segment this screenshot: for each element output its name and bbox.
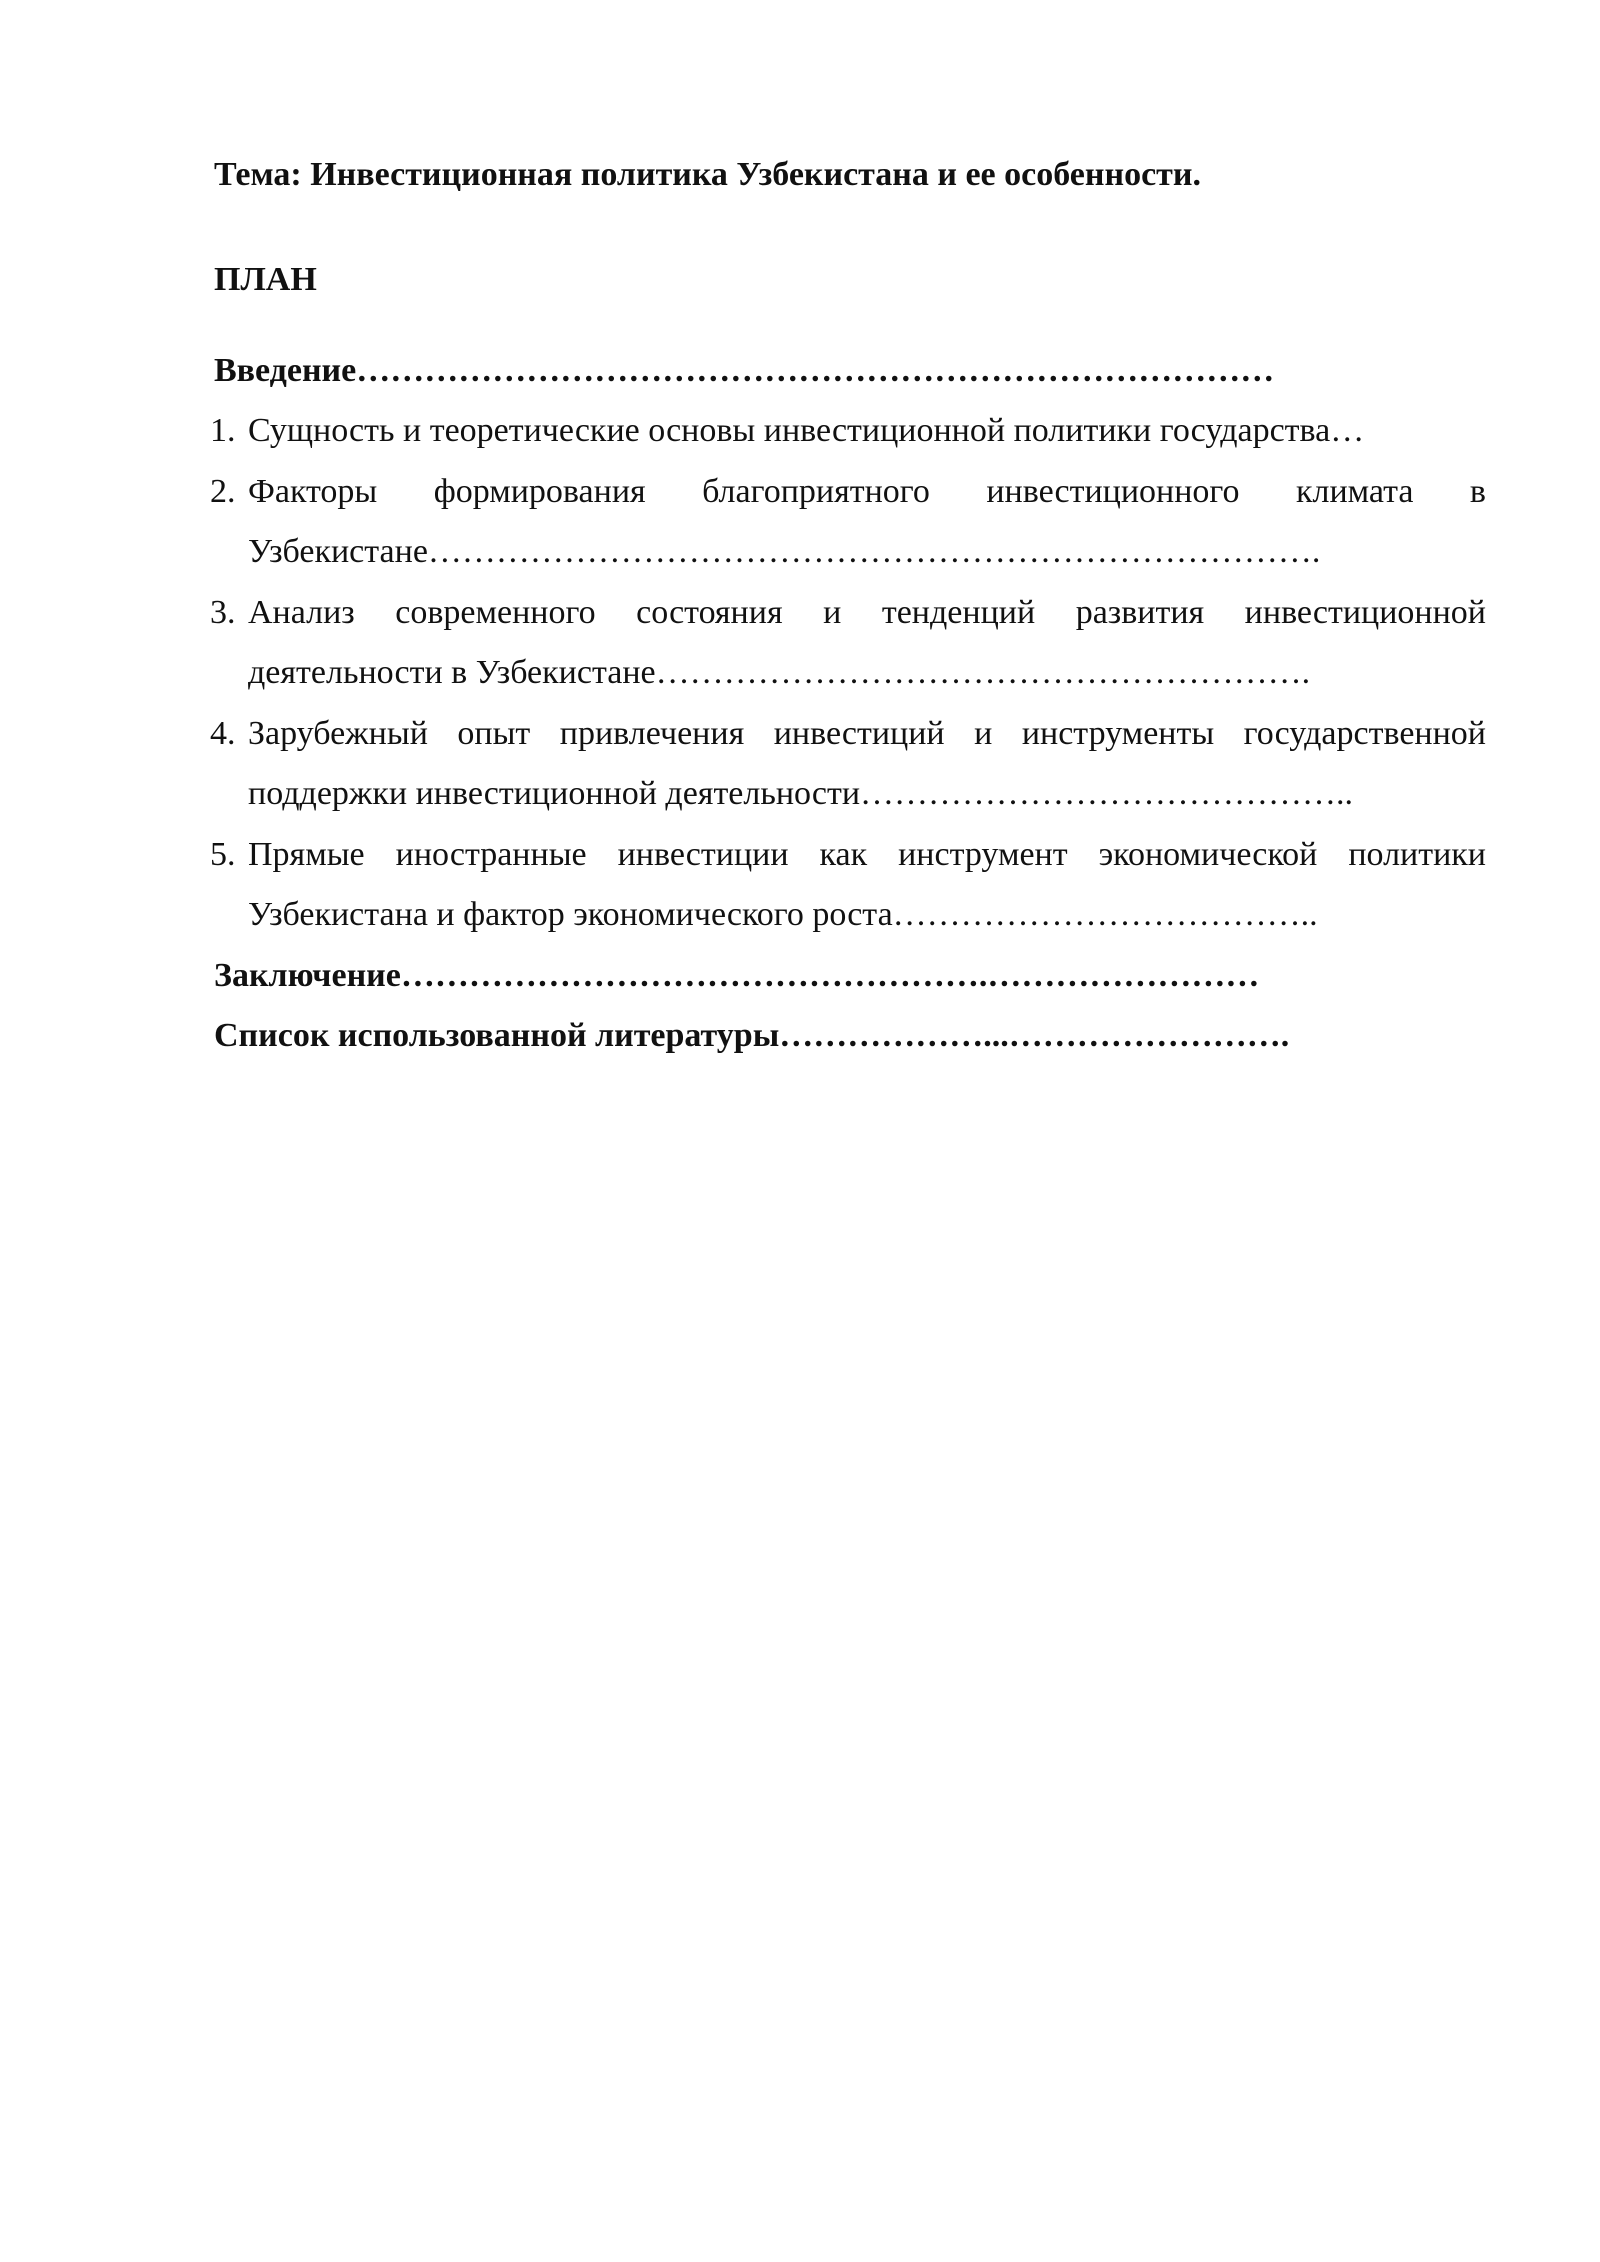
toc-references: Список использованной литературы………………...……………………. xyxy=(214,1016,1290,1054)
toc-conclusion: Заключение…………………………………………….…………………… xyxy=(214,956,1260,994)
toc-item-3 xyxy=(210,583,1486,704)
toc-item-number: 4. xyxy=(210,714,236,752)
toc-item-4 xyxy=(210,704,1486,825)
toc-item-number: 2. xyxy=(210,472,236,510)
toc-item-text: Сущность и теоретические основы инвестиционной политики государства… xyxy=(248,412,1365,449)
toc-item-number: 5. xyxy=(210,835,236,873)
toc-item-5 xyxy=(210,825,1486,946)
toc-introduction: Введение……………………………………………………………………… xyxy=(214,352,1275,389)
toc-item-text: Анализ современного состояния и тенденций развития инвестиционной деятельности в Узбекистане…………………………………………………. xyxy=(248,593,1486,691)
document-topic: Тема: Инвестиционная политика Узбекистана и ее особенности. xyxy=(214,156,1201,193)
toc-item-text: Зарубежный опыт привлечения инвестиций и инструменты государственной поддержки инвестиционной деятельности…………………………………….. xyxy=(248,714,1486,812)
toc-item-2 xyxy=(210,462,1486,583)
toc-item-1 xyxy=(210,401,1486,462)
document-page xyxy=(210,150,1486,1066)
table-of-contents xyxy=(210,341,1486,1066)
plan-heading: ПЛАН xyxy=(214,261,317,298)
toc-item-text: Факторы формирования благоприятного инвестиционного климата в Узбекистане……………………………………………………………………. xyxy=(248,472,1486,570)
toc-item-number: 1. xyxy=(210,412,236,449)
toc-item-text: Прямые иностранные инвестиции как инструмент экономической политики Узбекистана и фактор экономического роста……………………………….. xyxy=(248,835,1486,933)
toc-item-number: 3. xyxy=(210,593,236,631)
